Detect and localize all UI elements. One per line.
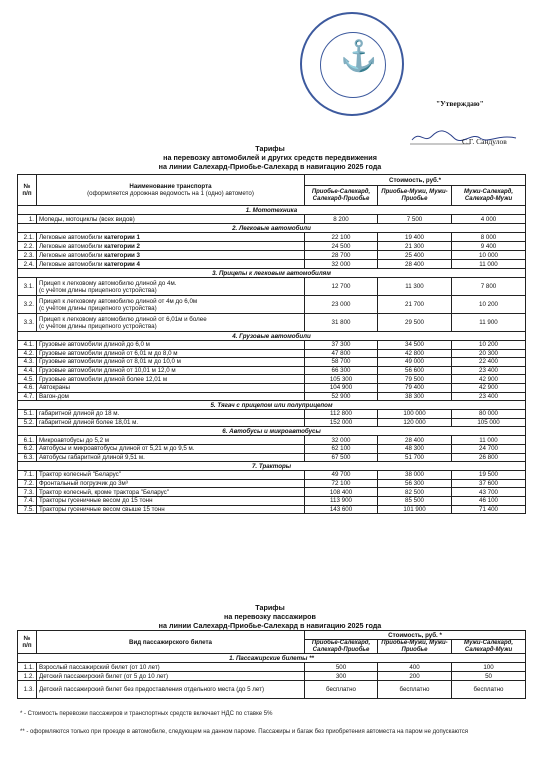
col-name-title: Наименование транспорта bbox=[129, 183, 212, 190]
table-cell: 400 bbox=[378, 663, 452, 672]
table-row bbox=[18, 471, 526, 480]
table-cell: 20 300 bbox=[452, 349, 526, 358]
table-cell: 4.3. bbox=[18, 358, 37, 367]
table-cell: 11 300 bbox=[378, 278, 452, 296]
table-row bbox=[18, 314, 526, 332]
table-cell: 3.2. bbox=[18, 296, 37, 314]
table-cell: 10 000 bbox=[452, 251, 526, 260]
table-cell: Легковые автомобили категории 2 bbox=[37, 242, 305, 251]
col-c3: Мужи-Салехард, Салехард-Мужи bbox=[452, 186, 526, 206]
table-row bbox=[18, 453, 526, 462]
table-row bbox=[18, 681, 526, 699]
table-cell: 7.3. bbox=[18, 488, 37, 497]
table-cell: 500 bbox=[305, 663, 378, 672]
title2 bbox=[0, 603, 540, 630]
passenger-tariffs-table bbox=[17, 630, 526, 699]
table-cell: 49 000 bbox=[378, 358, 452, 367]
col-c1: Приобье-Салехард, Салехард-Приобье bbox=[305, 640, 378, 654]
table-cell: 79 500 bbox=[378, 375, 452, 384]
title1-line3: на линии Салехард-Приобье-Салехард в навигацию 2025 года bbox=[158, 162, 382, 171]
table-cell: Прицеп к легковому автомобилю длиной до 4м. (с учётом длины прицепного устройства) bbox=[37, 278, 305, 296]
table-row bbox=[18, 215, 526, 224]
table-cell: 8 000 bbox=[452, 233, 526, 242]
table-cell: 108 400 bbox=[305, 488, 378, 497]
table-cell: 56 300 bbox=[378, 479, 452, 488]
table-cell: 4.6. bbox=[18, 383, 37, 392]
title1-line1: Тарифы bbox=[255, 144, 285, 153]
table-cell: Взрослый пассажирский билет (от 10 лет) bbox=[37, 663, 305, 672]
table-cell: Детский пассажирский билет (от 5 до 10 лет) bbox=[37, 672, 305, 681]
section-title: 5. Тягач с прицепом или полуприцепом bbox=[18, 401, 526, 410]
col-name: Вид пассажирского билета bbox=[37, 631, 305, 654]
table-cell: 7.4. bbox=[18, 496, 37, 505]
table-cell: 43 700 bbox=[452, 488, 526, 497]
table-row bbox=[18, 358, 526, 367]
table-cell: бесплатно bbox=[452, 681, 526, 699]
table-cell: 72 100 bbox=[305, 479, 378, 488]
table-cell: Грузовые автомобили длиной более 12,01 м bbox=[37, 375, 305, 384]
table-cell: 5.2. bbox=[18, 418, 37, 427]
table-cell: 25 400 bbox=[378, 251, 452, 260]
footnote-1: * - Стоимость перевозки пассажиров и транспортных средств включает НДС по ставке 5% bbox=[20, 711, 273, 717]
table-cell: 21 700 bbox=[378, 296, 452, 314]
col-c1: Приобье-Салехард, Салехард-Приобье bbox=[305, 186, 378, 206]
table-cell: 47 800 bbox=[305, 349, 378, 358]
table-cell: 82 500 bbox=[378, 488, 452, 497]
table-cell: 28 400 bbox=[378, 436, 452, 445]
table-cell: бесплатно bbox=[378, 681, 452, 699]
table-cell: 1.1. bbox=[18, 663, 37, 672]
table-cell: 38 300 bbox=[378, 392, 452, 401]
table-cell: 1.3. bbox=[18, 681, 37, 699]
table-cell: 50 bbox=[452, 672, 526, 681]
table-row bbox=[18, 672, 526, 681]
table-row bbox=[18, 341, 526, 350]
table-cell: Легковые автомобили категории 4 bbox=[37, 260, 305, 269]
table-cell: Вагон-дом bbox=[37, 392, 305, 401]
table-cell: Трактор колесный "Беларус" bbox=[37, 471, 305, 480]
table-cell: 7 500 bbox=[378, 215, 452, 224]
table-cell: Легковые автомобили категории 1 bbox=[37, 233, 305, 242]
table-row bbox=[18, 479, 526, 488]
table-row bbox=[18, 383, 526, 392]
table-cell: 49 700 bbox=[305, 471, 378, 480]
title2-line1: Тарифы bbox=[255, 603, 285, 612]
table-cell: 12 700 bbox=[305, 278, 378, 296]
anchor-icon: ⚓ bbox=[340, 40, 378, 73]
table-cell: 62 100 bbox=[305, 444, 378, 453]
table-row bbox=[18, 392, 526, 401]
footnote-2: ** - оформляются только при проезде в автомобиле, следующем на данном пароме. Пассажиры и багаж без приобретения автоместа на паром не допускаются bbox=[20, 729, 469, 735]
table-cell: 104 900 bbox=[305, 383, 378, 392]
table-cell: 29 500 bbox=[378, 314, 452, 332]
table-cell: 37 300 bbox=[305, 341, 378, 350]
table-cell: 1. bbox=[18, 215, 37, 224]
signer-name: С.Г. Сандулов bbox=[462, 137, 507, 146]
table-cell: 56 600 bbox=[378, 366, 452, 375]
table-row bbox=[18, 349, 526, 358]
table-cell: 2.2. bbox=[18, 242, 37, 251]
table-cell: 100 000 bbox=[378, 410, 452, 419]
table-cell: Грузовые автомобили длиной до 6,0 м bbox=[37, 341, 305, 350]
table-cell: 9 400 bbox=[452, 242, 526, 251]
section-title: 1. Пассажирские билеты ** bbox=[18, 654, 526, 663]
table-cell: 23 400 bbox=[452, 366, 526, 375]
table-row bbox=[18, 444, 526, 453]
table-row bbox=[18, 496, 526, 505]
table-row bbox=[18, 505, 526, 514]
table-cell: 105 000 bbox=[452, 418, 526, 427]
table-cell: 51 700 bbox=[378, 453, 452, 462]
table-row bbox=[18, 366, 526, 375]
table-cell: 66 300 bbox=[305, 366, 378, 375]
table-cell: 11 000 bbox=[452, 436, 526, 445]
table-cell: 7.1. bbox=[18, 471, 37, 480]
table-cell: 23 000 bbox=[305, 296, 378, 314]
table-cell: 21 300 bbox=[378, 242, 452, 251]
table-cell: 2.4. bbox=[18, 260, 37, 269]
table-cell: 3.3. bbox=[18, 314, 37, 332]
table-cell: 143 600 bbox=[305, 505, 378, 514]
table-cell: 7 800 bbox=[452, 278, 526, 296]
section-title: 3. Прицепы к легковым автомобилям bbox=[18, 269, 526, 278]
table-row bbox=[18, 233, 526, 242]
table-cell: 4.7. bbox=[18, 392, 37, 401]
table-cell: 38 000 bbox=[378, 471, 452, 480]
table-cell: 32 000 bbox=[305, 260, 378, 269]
table-cell: 101 900 bbox=[378, 505, 452, 514]
table-cell: 113 900 bbox=[305, 496, 378, 505]
col-c3: Мужи-Салехард, Салехард-Мужи bbox=[452, 640, 526, 654]
table-cell: 11 900 bbox=[452, 314, 526, 332]
table-cell: 5.1. bbox=[18, 410, 37, 419]
col-name bbox=[37, 175, 305, 206]
table-row bbox=[18, 375, 526, 384]
table-row bbox=[18, 488, 526, 497]
table-cell: Грузовые автомобили длиной от 6,01 м до 8,0 м bbox=[37, 349, 305, 358]
table-row bbox=[18, 418, 526, 427]
section-title: 4. Грузовые автомобили bbox=[18, 332, 526, 341]
table-cell: 7.5. bbox=[18, 505, 37, 514]
table-row bbox=[18, 410, 526, 419]
vehicle-tariffs-table bbox=[17, 174, 526, 514]
table-cell: 79 400 bbox=[378, 383, 452, 392]
table-cell: 28 400 bbox=[378, 260, 452, 269]
table-cell: 6.1. bbox=[18, 436, 37, 445]
col-num: № п/п bbox=[18, 175, 37, 206]
table-cell: 85 500 bbox=[378, 496, 452, 505]
table-cell: 22 100 bbox=[305, 233, 378, 242]
table-cell: Автобусы габаритной длиной 9,51 м. bbox=[37, 453, 305, 462]
table-cell: Прицеп к легковому автомобилю длиной от 6,01м и более (с учётом длины прицепного устройства) bbox=[37, 314, 305, 332]
table-cell: 4.1. bbox=[18, 341, 37, 350]
table-cell: Прицеп к легковому автомобилю длиной от 4м до 6,0м (с учётом длины прицепного устройства) bbox=[37, 296, 305, 314]
table-cell: 1.2. bbox=[18, 672, 37, 681]
table-cell: 32 000 bbox=[305, 436, 378, 445]
table-row bbox=[18, 251, 526, 260]
table-cell: 10 200 bbox=[452, 341, 526, 350]
table-cell: 112 800 bbox=[305, 410, 378, 419]
table-row bbox=[18, 278, 526, 296]
table-cell: 11 000 bbox=[452, 260, 526, 269]
table-cell: 4 000 bbox=[452, 215, 526, 224]
table-cell: 6.3. bbox=[18, 453, 37, 462]
approval-label: "Утверждаю" bbox=[436, 99, 484, 108]
table-cell: 3.1. bbox=[18, 278, 37, 296]
table-cell: 42 900 bbox=[452, 383, 526, 392]
table-cell: 42 900 bbox=[452, 375, 526, 384]
title2-line2: на перевозку пассажиров bbox=[224, 612, 316, 621]
table-cell: 46 100 bbox=[452, 496, 526, 505]
table-cell: 100 bbox=[452, 663, 526, 672]
title1 bbox=[0, 144, 540, 171]
table-cell: 120 000 bbox=[378, 418, 452, 427]
table-cell: 71 400 bbox=[452, 505, 526, 514]
col-cost: Стоимость, руб.* bbox=[305, 175, 526, 186]
table-cell: 48 300 bbox=[378, 444, 452, 453]
section-title: 6. Автобусы и микроавтобусы bbox=[18, 427, 526, 436]
table-cell: Автобусы и микроавтобусы длиной от 5,21 м до 9,5 м. bbox=[37, 444, 305, 453]
table-cell: Грузовые автомобили длиной от 10,01 м 12,0 м bbox=[37, 366, 305, 375]
title2-line3: на линии Салехард-Приобье-Салехард в навигацию 2025 года bbox=[158, 621, 382, 630]
table-cell: 2.3. bbox=[18, 251, 37, 260]
table-cell: бесплатно bbox=[305, 681, 378, 699]
table-cell: 4.4. bbox=[18, 366, 37, 375]
table-cell: 22 400 bbox=[452, 358, 526, 367]
table-cell: Трактор колесный, кроме трактора "Беларус" bbox=[37, 488, 305, 497]
table-cell: 58 700 bbox=[305, 358, 378, 367]
table-cell: 10 200 bbox=[452, 296, 526, 314]
table-cell: габаритной длиной более 18,01 м. bbox=[37, 418, 305, 427]
col-num: № п/п bbox=[18, 631, 37, 654]
col-cost: Стоимость, руб. * bbox=[305, 631, 526, 640]
table-cell: 34 500 bbox=[378, 341, 452, 350]
table-cell: 152 000 bbox=[305, 418, 378, 427]
section-title: 7. Тракторы bbox=[18, 462, 526, 471]
table-cell: Тракторы гусеничные весом до 15 тонн bbox=[37, 496, 305, 505]
table-cell: 67 500 bbox=[305, 453, 378, 462]
table-cell: 42 800 bbox=[378, 349, 452, 358]
table-row bbox=[18, 260, 526, 269]
table-row bbox=[18, 436, 526, 445]
table-cell: Мопеды, мотоциклы (всех видов) bbox=[37, 215, 305, 224]
table-cell: 19 400 bbox=[378, 233, 452, 242]
title1-line2: на перевозку автомобилей и других средств передвижения bbox=[163, 153, 377, 162]
table-cell: 300 bbox=[305, 672, 378, 681]
col-name-sub: (оформляется дорожная ведомость на 1 (одно) автомето) bbox=[87, 190, 254, 197]
table-cell: Тракторы гусеничные весом свыше 15 тонн bbox=[37, 505, 305, 514]
company-seal bbox=[300, 12, 404, 116]
table-cell: 31 800 bbox=[305, 314, 378, 332]
table-cell: 105 300 bbox=[305, 375, 378, 384]
table-cell: 26 800 bbox=[452, 453, 526, 462]
table-cell: 80 000 bbox=[452, 410, 526, 419]
table-cell: Микроавтобусы до 5,2 м bbox=[37, 436, 305, 445]
table-cell: 24 500 bbox=[305, 242, 378, 251]
section-title: 1. Мототехника bbox=[18, 206, 526, 215]
table-cell: Легковые автомобили категории 3 bbox=[37, 251, 305, 260]
table-row bbox=[18, 663, 526, 672]
table-cell: Фронтальный погрузчик до 3м³ bbox=[37, 479, 305, 488]
table-cell: Автокраны bbox=[37, 383, 305, 392]
col-c2: Приобье-Мужи, Мужи-Приобье bbox=[378, 640, 452, 654]
table-cell: 37 600 bbox=[452, 479, 526, 488]
table-cell: 24 700 bbox=[452, 444, 526, 453]
table-cell: 19 500 bbox=[452, 471, 526, 480]
table-cell: 6.2. bbox=[18, 444, 37, 453]
table-cell: 4.2. bbox=[18, 349, 37, 358]
table-cell: 52 900 bbox=[305, 392, 378, 401]
table-cell: 200 bbox=[378, 672, 452, 681]
table-cell: Детский пассажирский билет без предоставления отдельного места (до 5 лет) bbox=[37, 681, 305, 699]
table-cell: 7.2. bbox=[18, 479, 37, 488]
table-cell: 8 200 bbox=[305, 215, 378, 224]
table-row bbox=[18, 242, 526, 251]
table-cell: 4.5. bbox=[18, 375, 37, 384]
section-title: 2. Легковые автомобили bbox=[18, 224, 526, 233]
table-cell: 28 700 bbox=[305, 251, 378, 260]
table-cell: 2.1. bbox=[18, 233, 37, 242]
table-cell: Грузовые автомобили длиной от 8,01 м до 10,0 м bbox=[37, 358, 305, 367]
table-cell: габаритной длиной до 18 м. bbox=[37, 410, 305, 419]
table-cell: 23 400 bbox=[452, 392, 526, 401]
col-c2: Приобье-Мужи, Мужи-Приобье bbox=[378, 186, 452, 206]
table-row bbox=[18, 296, 526, 314]
